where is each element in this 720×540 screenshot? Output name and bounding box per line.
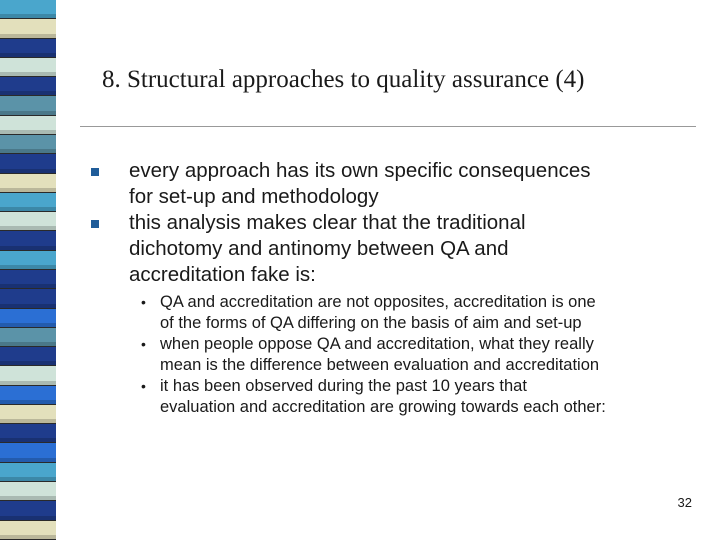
dot-bullet-icon: • — [141, 378, 146, 394]
bullet-item — [56, 210, 706, 288]
strip-block — [0, 347, 56, 366]
sub-bullet-list — [56, 292, 706, 418]
strip-block — [0, 77, 56, 96]
dot-bullet-icon: • — [141, 294, 146, 310]
sub-bullet-item — [56, 292, 706, 334]
strip-block — [0, 289, 56, 308]
sub-bullet-line: of the forms of QA differing on the basis of aim and set-up — [160, 314, 582, 332]
strip-block — [0, 212, 56, 231]
strip-block — [0, 328, 56, 347]
bullet-line: accreditation fake is: — [129, 263, 316, 286]
slide-title: 8. Structural approaches to quality assurance (4) — [102, 66, 585, 93]
strip-block — [0, 482, 56, 501]
strip-block — [0, 19, 56, 38]
strip-block — [0, 58, 56, 77]
sub-bullet-line: QA and accreditation are not opposites, accreditation is one — [160, 293, 596, 311]
strip-block — [0, 424, 56, 443]
sub-bullet-line: when people oppose QA and accreditation, what they really — [160, 335, 594, 353]
square-bullet-icon — [91, 168, 99, 176]
sub-bullet-line: evaluation and accreditation are growing towards each other: — [160, 398, 606, 416]
strip-block — [0, 521, 56, 540]
sub-bullet-line: mean is the difference between evaluation and accreditation — [160, 356, 600, 374]
strip-block — [0, 386, 56, 405]
strip-block — [0, 251, 56, 270]
bullet-line: dichotomy and antinomy between QA and — [129, 237, 509, 260]
strip-block — [0, 443, 56, 462]
bullet-list — [56, 158, 706, 288]
strip-block — [0, 154, 56, 173]
strip-block — [0, 116, 56, 135]
strip-block — [0, 39, 56, 58]
sub-bullet-item — [56, 334, 706, 376]
bullet-line: every approach has its own specific consequences — [129, 159, 591, 182]
strip-block — [0, 193, 56, 212]
strip-block — [0, 366, 56, 385]
decorative-side-strip — [0, 0, 56, 540]
slide — [56, 0, 720, 540]
bullet-line: for set-up and methodology — [129, 185, 379, 208]
strip-block — [0, 501, 56, 520]
strip-block — [0, 309, 56, 328]
title-divider — [80, 126, 696, 127]
strip-block — [0, 174, 56, 193]
strip-block — [0, 405, 56, 424]
strip-block — [0, 0, 56, 19]
strip-block — [0, 270, 56, 289]
dot-bullet-icon: • — [141, 336, 146, 352]
bullet-item — [56, 158, 706, 210]
strip-block — [0, 231, 56, 250]
strip-block — [0, 135, 56, 154]
bullet-line: this analysis makes clear that the traditional — [129, 211, 526, 234]
strip-block — [0, 96, 56, 115]
strip-block — [0, 463, 56, 482]
page-number: 32 — [677, 495, 692, 510]
sub-bullet-line: it has been observed during the past 10 years that — [160, 377, 527, 395]
sub-bullet-item — [56, 376, 706, 418]
square-bullet-icon — [91, 220, 99, 228]
